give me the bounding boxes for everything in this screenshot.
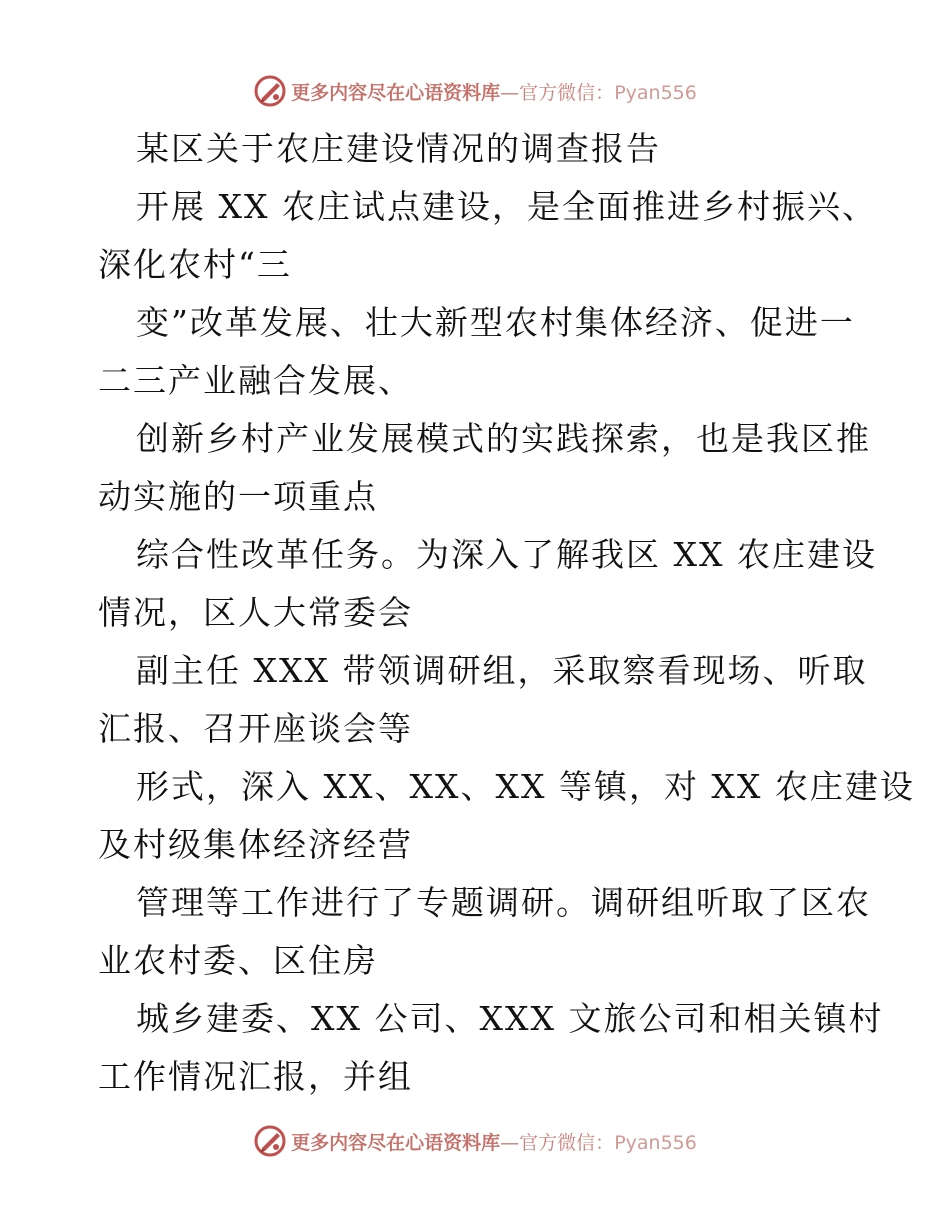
watermark-account: Pyan556 — [614, 1131, 697, 1154]
watermark-brand: 更多内容尽在心语资料库 — [291, 1131, 501, 1154]
document-line: 开展 XX 农庄试点建设，是全面推进乡村振兴、 — [136, 187, 877, 226]
watermark-header — [0, 71, 950, 111]
document-line: 变”改革发展、壮大新型农村集体经济、促进一 — [136, 303, 855, 342]
document-line: 管理等工作进行了专题调研。调研组听取了区农 — [136, 883, 871, 922]
document-line: 工作情况汇报，并组 — [98, 1057, 413, 1096]
document-line: 汇报、召开座谈会等 — [98, 709, 413, 748]
brand-logo-icon — [253, 74, 287, 108]
watermark-text — [291, 1128, 697, 1155]
document-line: 城乡建委、XX 公司、XXX 文旅公司和相关镇村 — [136, 999, 884, 1038]
watermark-suffix: 官方微信： — [519, 81, 615, 104]
document-line: 创新乡村产业发展模式的实践探索，也是我区推 — [136, 419, 871, 458]
document-line: 副主任 XXX 带领调研组，采取察看现场、听取 — [136, 651, 868, 690]
document-line: 某区关于农庄建设情况的调查报告 — [136, 129, 661, 168]
watermark-text — [291, 78, 697, 105]
watermark-brand: 更多内容尽在心语资料库 — [291, 81, 501, 104]
watermark-account: Pyan556 — [614, 81, 697, 104]
document-line: 二三产业融合发展、 — [98, 361, 413, 400]
document-line: 情况，区人大常委会 — [98, 593, 413, 632]
watermark-separator: — — [500, 1131, 520, 1154]
document-line: 深化农村“三 — [98, 245, 292, 284]
document-line: 形式，深入 XX、XX、XX 等镇，对 XX 农庄建设 — [136, 767, 915, 806]
document-body — [98, 120, 915, 1106]
brand-logo-icon — [253, 1124, 287, 1158]
document-line: 综合性改革任务。为深入了解我区 XX 农庄建设 — [136, 535, 877, 574]
document-line: 及村级集体经济经营 — [98, 825, 413, 864]
watermark-separator: — — [500, 81, 520, 104]
watermark-suffix: 官方微信： — [519, 1131, 615, 1154]
watermark-footer — [0, 1121, 950, 1161]
document-line: 动实施的一项重点 — [98, 477, 378, 516]
document-line: 业农村委、区住房 — [98, 941, 378, 980]
